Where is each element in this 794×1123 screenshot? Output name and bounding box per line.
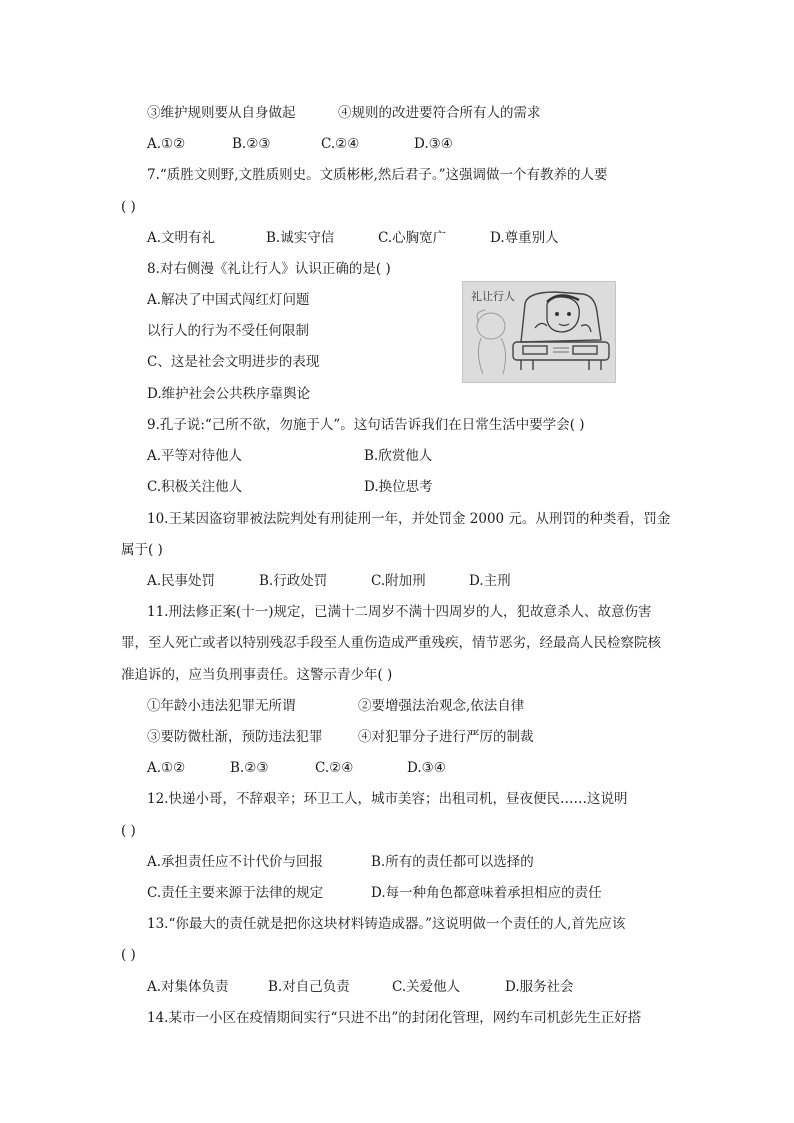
q7-choice-d: D.尊重别人 bbox=[490, 230, 559, 246]
q11-option-2: ②要增强法治观念,依法自律 bbox=[358, 698, 525, 714]
q13-choice-c: C.关爱他人 bbox=[392, 979, 461, 995]
q7-stem-line2: ( ) bbox=[121, 199, 136, 215]
q9-choice-c: C.积极关注他人 bbox=[147, 479, 243, 495]
q11-option-3: ③要防微杜渐，预防违法犯罪 bbox=[147, 729, 323, 745]
q7-stem-line1: 7.“质胜文则野,文胜质则史。文质彬彬,然后君子。”这强调做一个有教养的人要 bbox=[147, 167, 608, 183]
q11-choice-d: D.③④ bbox=[407, 760, 446, 776]
q11-choice-b: B.②③ bbox=[230, 760, 269, 776]
q13-choice-d: D.服务社会 bbox=[505, 979, 574, 995]
q11-stem-line2: 罪，至人死亡或者以特别残忍手段至人重伤造成严重残疾，情节恶劣，经最高人民检察院核 bbox=[121, 635, 661, 651]
q9-choice-b: B.欣赏他人 bbox=[364, 448, 433, 464]
q7-choice-c: C.心胸宽广 bbox=[378, 230, 447, 246]
q10-choice-a: A.民事处罚 bbox=[147, 573, 216, 589]
q13-stem-line2: ( ) bbox=[121, 947, 136, 963]
q6-choice-d: D.③④ bbox=[414, 136, 453, 152]
q6-choice-a: A.①② bbox=[147, 136, 186, 152]
q12-option-b: B.所有的责任都可以选择的 bbox=[371, 854, 534, 870]
q10-stem-line1: 10.王某因盗窃罪被法院判处有刑徒刑一年，并处罚金 2000 元。从刑罚的种类看，罚金 bbox=[147, 511, 671, 527]
q12-option-a: A.承担责任应不计代价与回报 bbox=[147, 854, 324, 870]
q6-option-3: ③维护规则要从自身做起 bbox=[147, 105, 296, 121]
q8-option-b: 以行人的行为不受任何限制 bbox=[147, 323, 309, 339]
q10-choice-b: B.行政处罚 bbox=[259, 573, 328, 589]
q6-option-4: ④规则的改进要符合所有人的需求 bbox=[338, 105, 541, 121]
cartoon-title: 礼让行人 bbox=[471, 290, 515, 303]
q10-choice-d: D.主刑 bbox=[469, 573, 511, 589]
q8-option-a: A.解决了中国式闯红灯问题 bbox=[147, 292, 310, 308]
q13-choice-b: B.对自己负责 bbox=[268, 979, 350, 995]
q11-choice-a: A.①② bbox=[147, 760, 186, 776]
q6-choice-c: C.②④ bbox=[321, 136, 360, 152]
q12-option-d: D.每一种角色都意味着承担相应的责任 bbox=[371, 885, 602, 901]
q11-choice-c: C.②④ bbox=[315, 760, 354, 776]
q8-option-d: D.维护社会公共秩序靠舆论 bbox=[147, 386, 311, 402]
cartoon-courtesy-pedestrians bbox=[462, 281, 616, 383]
q11-option-1: ①年龄小违法犯罪无所谓 bbox=[147, 698, 296, 714]
q7-choice-b: B.诚实守信 bbox=[266, 230, 335, 246]
q9-choice-a: A.平等对待他人 bbox=[147, 448, 243, 464]
q8-option-c: C、这是社会文明进步的表现 bbox=[147, 354, 320, 370]
q13-stem-line1: 13.“你最大的责任就是把你这块材料铸造成器。”这说明做一个责任的人,首先应该 bbox=[147, 916, 626, 932]
q12-stem-line2: ( ) bbox=[121, 823, 136, 839]
q10-stem-line2: 属于( ) bbox=[121, 542, 163, 558]
q13-choice-a: A.对集体负责 bbox=[147, 979, 229, 995]
q11-stem-line1: 11.刑法修正案(十一)规定，已满十二周岁不满十四周岁的人，犯故意杀人、故意伤害 bbox=[147, 604, 652, 620]
q8-stem: 8.对右侧漫《礼让行人》认识正确的是( ) bbox=[147, 261, 391, 277]
q12-option-c: C.责任主要来源于法律的规定 bbox=[147, 885, 324, 901]
q9-stem: 9.孔子说:“己所不欲，勿施于人”。这句话告诉我们在日常生活中要学会( ) bbox=[147, 417, 585, 433]
q6-choice-b: B.②③ bbox=[232, 136, 271, 152]
q11-stem-line3: 准追诉的，应当负刑事责任。这警示青少年( ) bbox=[121, 667, 393, 683]
q12-stem-line1: 12.快递小哥，不辞艰辛；环卫工人，城市美容；出租司机，昼夜便民……这说明 bbox=[147, 791, 628, 807]
q11-option-4: ④对犯罪分子进行严厉的制裁 bbox=[358, 729, 534, 745]
q10-choice-c: C.附加刑 bbox=[371, 573, 426, 589]
q9-choice-d: D.换位思考 bbox=[364, 479, 433, 495]
q14-stem-line1: 14.某市一小区在疫情期间实行“只进不出”的封闭化管理，网约车司机彭先生正好搭 bbox=[147, 1010, 642, 1026]
q7-choice-a: A.文明有礼 bbox=[147, 230, 216, 246]
